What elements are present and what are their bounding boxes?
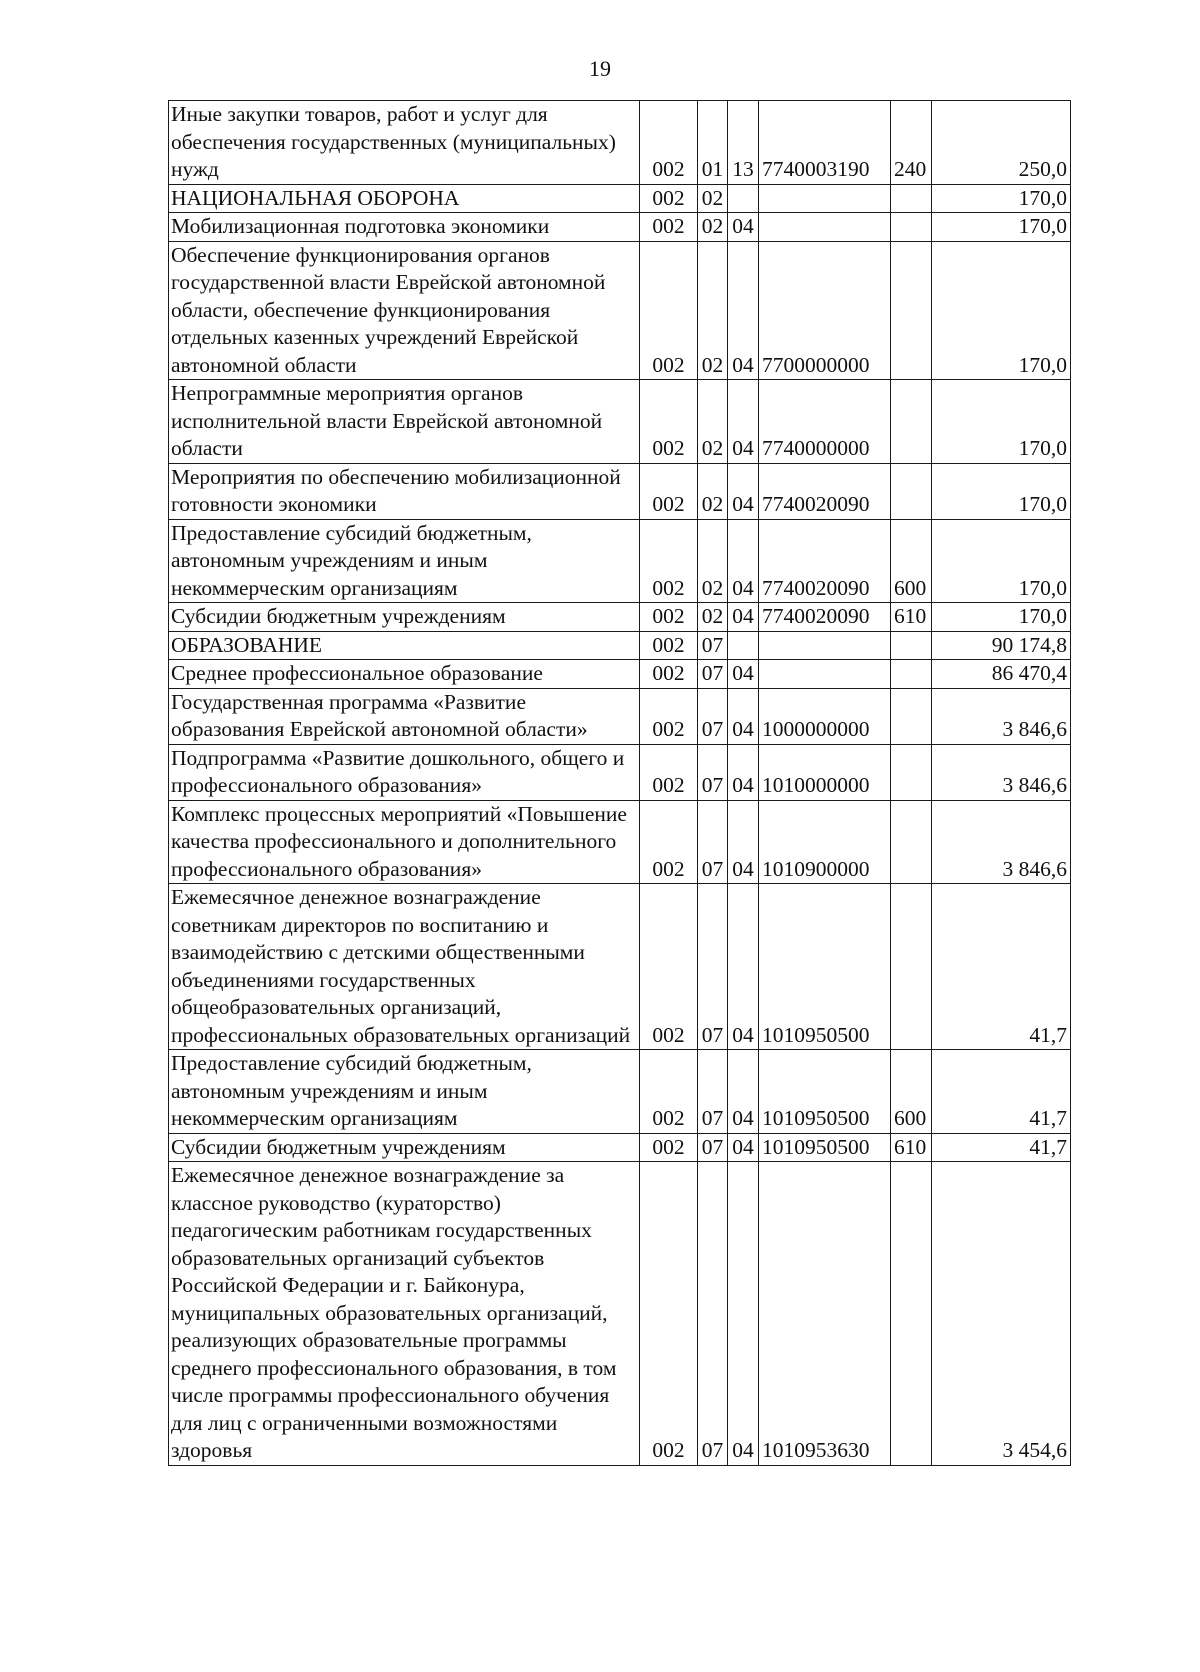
table-row xyxy=(169,241,1071,380)
row-grbs-code: 002 xyxy=(640,1050,698,1134)
row-amount: 170,0 xyxy=(932,603,1071,632)
budget-table-body xyxy=(169,101,1071,1466)
row-target-article-code: 7740020090 xyxy=(759,519,891,603)
row-subsection-code: 04 xyxy=(728,884,759,1050)
table-row xyxy=(169,631,1071,660)
table-row xyxy=(169,101,1071,185)
row-amount: 3 846,6 xyxy=(932,800,1071,884)
row-section-code: 07 xyxy=(698,1050,728,1134)
row-expense-type-code xyxy=(891,744,932,800)
row-target-article-code: 7740003190 xyxy=(759,101,891,185)
table-row xyxy=(169,603,1071,632)
row-amount: 250,0 xyxy=(932,101,1071,185)
row-target-article-code xyxy=(759,184,891,213)
row-amount: 170,0 xyxy=(932,241,1071,380)
row-name: Предоставление субсидий бюджетным, автономным учреждениям и иным некоммерческим организациям xyxy=(169,519,640,603)
row-subsection-code: 04 xyxy=(728,1133,759,1162)
row-expense-type-code xyxy=(891,1162,932,1466)
row-name: Иные закупки товаров, работ и услуг для обеспечения государственных (муниципальных) нужд xyxy=(169,101,640,185)
row-target-article-code: 7740020090 xyxy=(759,463,891,519)
row-section-code: 02 xyxy=(698,241,728,380)
row-expense-type-code xyxy=(891,380,932,464)
row-expense-type-code xyxy=(891,688,932,744)
row-name: Предоставление субсидий бюджетным, автономным учреждениям и иным некоммерческим организациям xyxy=(169,1050,640,1134)
row-subsection-code: 04 xyxy=(728,519,759,603)
row-target-article-code: 1010900000 xyxy=(759,800,891,884)
row-section-code: 02 xyxy=(698,380,728,464)
table-row xyxy=(169,800,1071,884)
row-name: Непрограммные мероприятия органов исполнительной власти Еврейской автономной области xyxy=(169,380,640,464)
budget-table xyxy=(168,100,1071,1466)
row-section-code: 07 xyxy=(698,1162,728,1466)
page-number: 19 xyxy=(589,56,611,81)
row-name: Субсидии бюджетным учреждениям xyxy=(169,1133,640,1162)
row-subsection-code: 04 xyxy=(728,241,759,380)
row-target-article-code: 1010953630 xyxy=(759,1162,891,1466)
row-name: Государственная программа «Развитие образования Еврейской автономной области» xyxy=(169,688,640,744)
row-amount: 170,0 xyxy=(932,380,1071,464)
row-subsection-code: 04 xyxy=(728,660,759,689)
row-subsection-code: 04 xyxy=(728,213,759,242)
table-row xyxy=(169,463,1071,519)
row-expense-type-code xyxy=(891,660,932,689)
row-subsection-code: 04 xyxy=(728,380,759,464)
row-target-article-code: 7700000000 xyxy=(759,241,891,380)
row-name: НАЦИОНАЛЬНАЯ ОБОРОНА xyxy=(169,184,640,213)
row-section-code: 02 xyxy=(698,213,728,242)
row-section-code: 07 xyxy=(698,1133,728,1162)
row-section-code: 02 xyxy=(698,184,728,213)
row-target-article-code: 1010950500 xyxy=(759,1050,891,1134)
row-name: Субсидии бюджетным учреждениям xyxy=(169,603,640,632)
row-section-code: 07 xyxy=(698,800,728,884)
row-subsection-code xyxy=(728,631,759,660)
table-row xyxy=(169,213,1071,242)
row-grbs-code: 002 xyxy=(640,603,698,632)
table-row xyxy=(169,380,1071,464)
row-expense-type-code xyxy=(891,631,932,660)
row-name: Ежемесячное денежное вознаграждение за классное руководство (кураторство) педагогическим работникам государственных образовательных организаций субъектов Российской Федерации и г. Байконура, муниципальных образовательных организаций, реализующих образовательные программы среднего профессионального образования, в том числе программы профессионального обучения для лиц с ограниченными возможностями здоровья xyxy=(169,1162,640,1466)
table-row xyxy=(169,744,1071,800)
row-grbs-code: 002 xyxy=(640,884,698,1050)
row-target-article-code: 1010950500 xyxy=(759,884,891,1050)
row-amount: 3 846,6 xyxy=(932,688,1071,744)
row-section-code: 07 xyxy=(698,660,728,689)
row-expense-type-code: 240 xyxy=(891,101,932,185)
row-expense-type-code xyxy=(891,241,932,380)
row-subsection-code xyxy=(728,184,759,213)
row-name: Ежемесячное денежное вознаграждение советникам директоров по воспитанию и взаимодействию с детскими общественными объединениями государственных общеобразовательных организаций, профессиональных образовательных организаций xyxy=(169,884,640,1050)
row-target-article-code xyxy=(759,631,891,660)
row-grbs-code: 002 xyxy=(640,800,698,884)
row-grbs-code: 002 xyxy=(640,519,698,603)
row-subsection-code: 04 xyxy=(728,688,759,744)
row-subsection-code: 13 xyxy=(728,101,759,185)
row-target-article-code: 1010950500 xyxy=(759,1133,891,1162)
row-section-code: 02 xyxy=(698,463,728,519)
row-amount: 3 454,6 xyxy=(932,1162,1071,1466)
row-section-code: 07 xyxy=(698,884,728,1050)
row-amount: 86 470,4 xyxy=(932,660,1071,689)
table-row xyxy=(169,1133,1071,1162)
row-grbs-code: 002 xyxy=(640,380,698,464)
row-name: Комплекс процессных мероприятий «Повышение качества профессионального и дополнительного профессионального образования» xyxy=(169,800,640,884)
row-name: Мероприятия по обеспечению мобилизационной готовности экономики xyxy=(169,463,640,519)
row-grbs-code: 002 xyxy=(640,631,698,660)
row-grbs-code: 002 xyxy=(640,101,698,185)
row-name: Подпрограмма «Развитие дошкольного, общего и профессионального образования» xyxy=(169,744,640,800)
table-row xyxy=(169,688,1071,744)
row-expense-type-code xyxy=(891,800,932,884)
row-target-article-code: 1010000000 xyxy=(759,744,891,800)
table-row xyxy=(169,1162,1071,1466)
row-expense-type-code xyxy=(891,184,932,213)
row-grbs-code: 002 xyxy=(640,688,698,744)
row-target-article-code xyxy=(759,213,891,242)
row-subsection-code: 04 xyxy=(728,1050,759,1134)
row-subsection-code: 04 xyxy=(728,603,759,632)
row-expense-type-code: 600 xyxy=(891,519,932,603)
row-target-article-code: 7740020090 xyxy=(759,603,891,632)
table-row xyxy=(169,884,1071,1050)
row-amount: 3 846,6 xyxy=(932,744,1071,800)
row-grbs-code: 002 xyxy=(640,744,698,800)
row-amount: 170,0 xyxy=(932,213,1071,242)
row-amount: 170,0 xyxy=(932,463,1071,519)
row-subsection-code: 04 xyxy=(728,800,759,884)
row-expense-type-code xyxy=(891,463,932,519)
row-expense-type-code: 610 xyxy=(891,1133,932,1162)
row-target-article-code: 1000000000 xyxy=(759,688,891,744)
row-grbs-code: 002 xyxy=(640,241,698,380)
row-name: Обеспечение функционирования органов государственной власти Еврейской автономной области, обеспечение функционирования отдельных казенных учреждений Еврейской автономной области xyxy=(169,241,640,380)
row-grbs-code: 002 xyxy=(640,213,698,242)
row-grbs-code: 002 xyxy=(640,660,698,689)
row-expense-type-code: 600 xyxy=(891,1050,932,1134)
table-row xyxy=(169,1050,1071,1134)
row-expense-type-code xyxy=(891,213,932,242)
row-target-article-code xyxy=(759,660,891,689)
row-name: Мобилизационная подготовка экономики xyxy=(169,213,640,242)
row-subsection-code: 04 xyxy=(728,463,759,519)
row-expense-type-code xyxy=(891,884,932,1050)
row-section-code: 01 xyxy=(698,101,728,185)
row-amount: 41,7 xyxy=(932,1133,1071,1162)
table-row xyxy=(169,184,1071,213)
row-name: Среднее профессиональное образование xyxy=(169,660,640,689)
row-name: ОБРАЗОВАНИЕ xyxy=(169,631,640,660)
row-subsection-code: 04 xyxy=(728,744,759,800)
row-section-code: 07 xyxy=(698,631,728,660)
row-amount: 41,7 xyxy=(932,1050,1071,1134)
row-grbs-code: 002 xyxy=(640,184,698,213)
row-expense-type-code: 610 xyxy=(891,603,932,632)
row-target-article-code: 7740000000 xyxy=(759,380,891,464)
row-section-code: 07 xyxy=(698,744,728,800)
table-row xyxy=(169,660,1071,689)
row-grbs-code: 002 xyxy=(640,1133,698,1162)
table-row xyxy=(169,519,1071,603)
row-grbs-code: 002 xyxy=(640,1162,698,1466)
row-grbs-code: 002 xyxy=(640,463,698,519)
row-amount: 170,0 xyxy=(932,184,1071,213)
row-subsection-code: 04 xyxy=(728,1162,759,1466)
row-amount: 170,0 xyxy=(932,519,1071,603)
row-amount: 41,7 xyxy=(932,884,1071,1050)
row-section-code: 02 xyxy=(698,519,728,603)
row-section-code: 07 xyxy=(698,688,728,744)
row-section-code: 02 xyxy=(698,603,728,632)
row-amount: 90 174,8 xyxy=(932,631,1071,660)
